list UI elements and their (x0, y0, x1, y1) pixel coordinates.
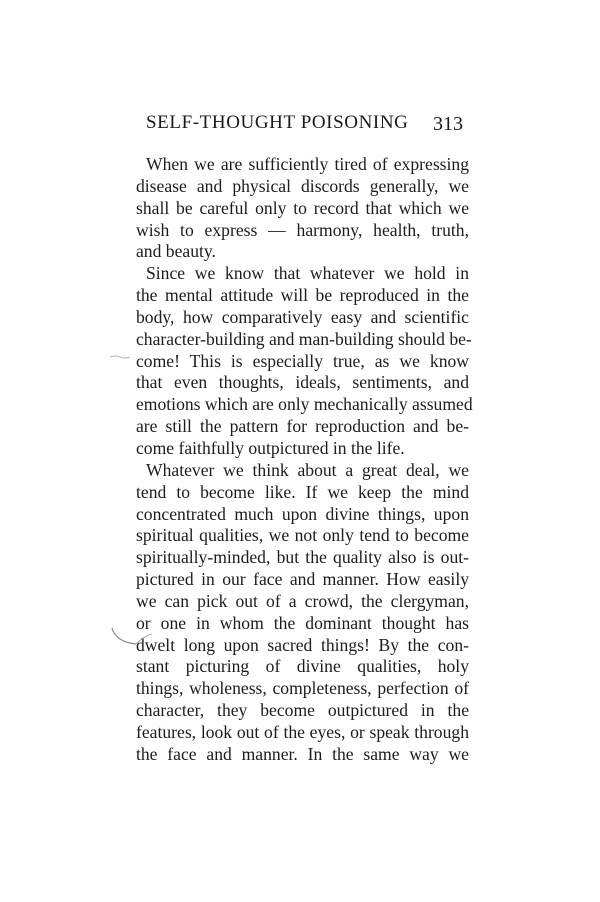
page-number: 313 (433, 113, 463, 135)
text-line: Whatever we think about a great deal, we (146, 459, 469, 480)
text-line: disease and physical discords generally, we (136, 175, 469, 196)
text-line: wish to express — harmony, health, truth, (136, 219, 469, 240)
text-line: the face and manner. In the same way we (136, 743, 469, 764)
text-line: shall be careful only to record that which we (136, 197, 469, 218)
text-line: concentrated much upon divine things, upon (136, 503, 469, 524)
text-line: features, look out of the eyes, or speak through (136, 721, 469, 742)
text-line: things, wholeness, completeness, perfection of (136, 678, 469, 699)
text-line: that even thoughts, ideals, sentiments, and (136, 372, 469, 393)
text-line: character, they become outpictured in the (136, 700, 469, 721)
text-line: we can pick out of a crowd, the clergyman, (136, 590, 469, 611)
chapter-title: SELF-THOUGHT POISONING (146, 112, 409, 133)
text-line: pictured in our face and manner. How easily (136, 569, 469, 590)
text-line: or one in whom the dominant thought has (136, 612, 469, 633)
text-line: dwelt long upon sacred things! By the con- (136, 634, 469, 655)
text-line: the mental attitude will be reproduced in the (136, 285, 469, 306)
text-line: spiritual qualities, we not only tend to become (136, 525, 469, 546)
text-line: tend to become like. If we keep the mind (136, 481, 469, 502)
body-text (136, 154, 473, 766)
text-line: are still the pattern for reproduction and be- (136, 416, 469, 437)
text-line: and beauty. (136, 241, 216, 262)
text-line: emotions which are only mechanically assumed (136, 394, 473, 415)
running-head (146, 112, 476, 134)
text-line: body, how comparatively easy and scientific (136, 306, 469, 327)
text-line: character-building and man-building should be- (136, 328, 472, 349)
margin-pencil-mark (108, 348, 138, 362)
text-line: When we are sufficiently tired of expressing (146, 154, 469, 174)
text-line: Since we know that whatever we hold in (146, 263, 469, 284)
text-line: come! This is especially true, as we know (136, 350, 469, 371)
text-line: come faithfully outpictured in the life. (136, 437, 405, 458)
text-line: spiritually-minded, but the quality also is out- (136, 547, 469, 568)
text-line: stant picturing of divine qualities, holy (136, 656, 469, 677)
